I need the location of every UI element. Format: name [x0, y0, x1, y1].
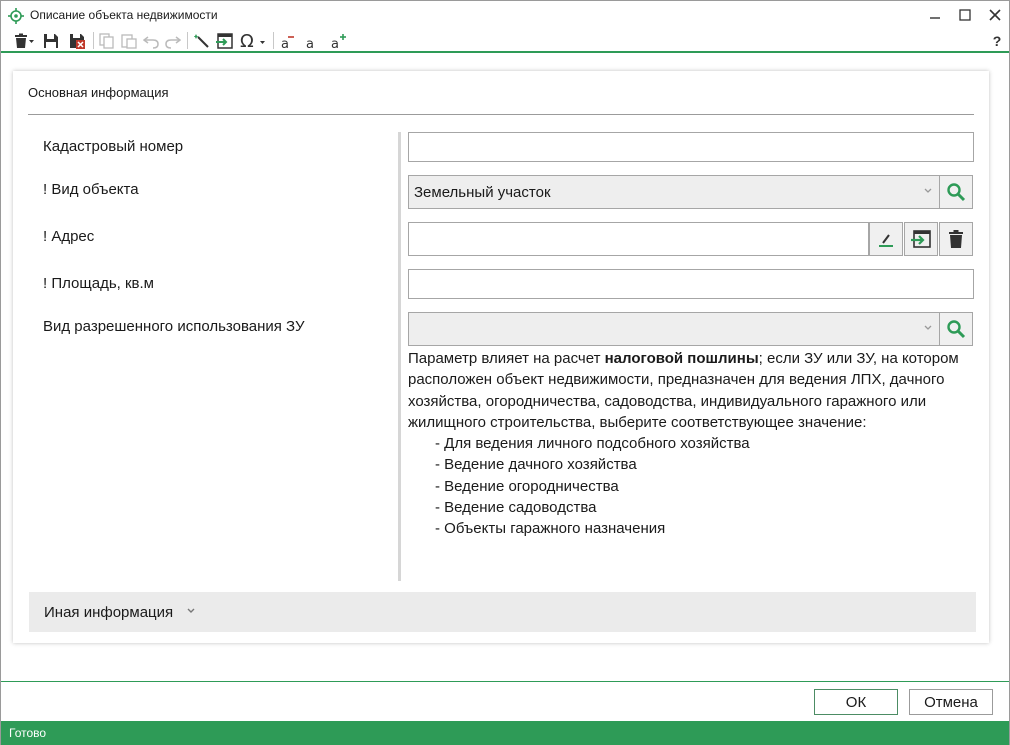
status-text: Готово [9, 726, 47, 740]
land-usage-search-button[interactable] [939, 312, 973, 346]
help-list-item: - Ведение огородничества [435, 477, 619, 495]
object-type-label: ! Вид объекта [43, 181, 139, 198]
minimize-button[interactable] [923, 5, 947, 25]
font-increase-button[interactable] [327, 30, 351, 51]
svg-text:a: a [331, 36, 339, 49]
magic-wand-icon [194, 33, 210, 49]
help-list-item: - Для ведения личного подсобного хозяйства [435, 435, 750, 453]
insert-button[interactable] [213, 30, 235, 51]
redo-button[interactable] [163, 30, 183, 51]
area-input[interactable] [408, 269, 974, 299]
minimize-icon [929, 9, 941, 21]
help-list-item: - Объекты гаражного назначения [435, 520, 666, 538]
land-usage-help-text [408, 348, 968, 540]
footer-divider [1, 681, 1009, 682]
help-list-item: - Ведение садоводства [435, 499, 597, 517]
title-bar [1, 1, 1009, 29]
ok-button[interactable]: ОК [814, 689, 898, 715]
magic-wand-button[interactable] [191, 30, 213, 51]
font-decrease-button[interactable] [277, 30, 299, 51]
font-increase-icon [329, 33, 349, 49]
insert-icon [215, 33, 233, 49]
undo-button[interactable] [141, 30, 161, 51]
copy-icon [99, 33, 115, 49]
undo-icon [143, 33, 159, 49]
toolbar-separator [93, 32, 94, 49]
special-symbol-button[interactable] [238, 30, 268, 51]
svg-text:a: a [306, 36, 314, 49]
help-text-rest: ; если ЗУ или ЗУ, на котором расположен объект недвижимости, предназначен для ведения ЛПХ, дачного хозяйства, огородничества, садоводства, индивидуального гаражного или жилищного строительства, выберите соответствующее значение: [408, 350, 959, 431]
address-label: ! Адрес [43, 228, 95, 245]
maximize-button[interactable] [953, 5, 977, 25]
toolbar-separator [187, 32, 188, 49]
chevron-down-icon [923, 186, 933, 196]
insert-icon [910, 230, 932, 248]
trash-icon [13, 33, 35, 49]
save-close-icon [69, 33, 85, 49]
address-edit-button[interactable] [869, 222, 903, 256]
land-usage-select[interactable] [408, 312, 940, 346]
section-divider [28, 114, 974, 115]
search-icon [946, 182, 966, 202]
close-icon [989, 9, 1001, 21]
window-title: Описание объекта недвижимости [30, 8, 218, 22]
help-text-bold: налоговой пошлины [604, 350, 759, 367]
delete-dropdown-button[interactable] [10, 30, 38, 51]
object-type-value: Земельный участок [414, 184, 551, 201]
help-list-item: - Ведение дачного хозяйства [435, 456, 637, 474]
svg-text:Ω: Ω [240, 31, 254, 50]
toolbar-separator [273, 32, 274, 49]
other-info-toggle[interactable] [29, 592, 976, 632]
pencil-icon [877, 230, 895, 248]
paste-button[interactable] [119, 30, 139, 51]
search-icon [946, 319, 966, 339]
maximize-icon [959, 9, 971, 21]
column-divider [398, 132, 401, 581]
close-button[interactable] [983, 5, 1007, 25]
help-button[interactable]: ? [992, 32, 1002, 49]
cadastral-number-label: Кадастровый номер [43, 138, 184, 155]
save-icon [43, 33, 59, 49]
object-type-select[interactable] [408, 175, 940, 209]
svg-text:a: a [281, 36, 289, 49]
paste-icon [121, 33, 137, 49]
main-info-card [13, 71, 989, 643]
font-reset-icon [303, 33, 321, 49]
toolbar [1, 29, 1009, 53]
font-decrease-icon [279, 33, 297, 49]
omega-icon [239, 32, 267, 50]
app-logo-icon [8, 8, 24, 24]
font-reset-button[interactable] [301, 30, 323, 51]
chevron-down-icon [923, 323, 933, 333]
address-input[interactable] [408, 222, 869, 256]
status-bar [1, 721, 1009, 745]
land-usage-label: Вид разрешенного использования ЗУ [43, 318, 305, 335]
save-button[interactable] [40, 30, 62, 51]
other-info-label: Иная информация [44, 604, 174, 621]
address-insert-button[interactable] [904, 222, 938, 256]
address-delete-button[interactable] [939, 222, 973, 256]
section-title: Основная информация [28, 85, 169, 100]
copy-button[interactable] [97, 30, 117, 51]
help-text-intro: Параметр влияет на расчет [408, 350, 605, 367]
chevron-down-icon [186, 606, 196, 616]
cancel-button[interactable]: Отмена [909, 689, 993, 715]
help-list [408, 433, 968, 539]
area-label: ! Площадь, кв.м [43, 275, 154, 292]
object-type-search-button[interactable] [939, 175, 973, 209]
redo-icon [165, 33, 181, 49]
save-close-button[interactable] [66, 30, 88, 51]
cadastral-number-input[interactable] [408, 132, 974, 162]
trash-icon [948, 229, 964, 249]
